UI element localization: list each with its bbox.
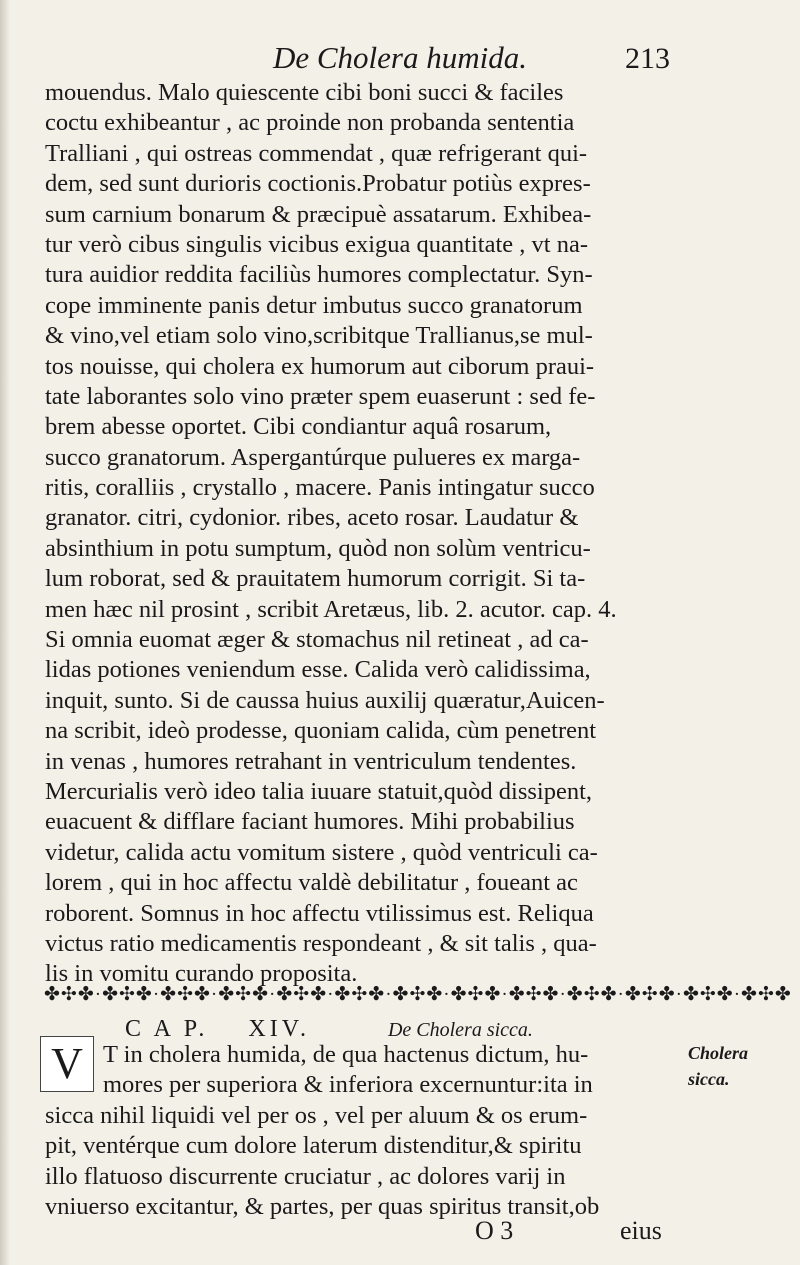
- text-line: tura auidior reddita faciliùs humores complectatur. Syn-: [45, 261, 593, 289]
- text-line: tos nouisse, qui cholera ex humorum aut ciborum praui-: [45, 352, 595, 380]
- text-line: Tralliani , qui ostreas commendat , quæ refrigerant qui-: [45, 139, 588, 167]
- page-number: 213: [625, 42, 670, 75]
- signature-mark: O 3: [475, 1216, 514, 1245]
- chapter-label: C A P.: [125, 1016, 209, 1042]
- text-line: roborent. Somnus in hoc affectu vtilissimus est. Reliqua: [45, 899, 594, 927]
- text-line: illo flatuoso discurrente cruciatur , ac dolores varij in: [45, 1162, 566, 1190]
- page-gutter-shadow: [0, 0, 10, 1265]
- text-line: lis in vomitu curando proposita.: [45, 960, 358, 988]
- text-line: cope imminente panis detur imbutus succo granatorum: [45, 291, 583, 319]
- text-line: vniuerso excitantur, & partes, per quas spiritus transit,ob: [45, 1192, 600, 1220]
- text-line: ritis, coralliis , crystallo , macere. Panis intingatur succo: [45, 474, 595, 502]
- text-line: euacuent & difflare faciant humores. Mihi probabilius: [45, 808, 575, 836]
- text-line: & vino,vel etiam solo vino,scribitque Trallianus,se mul-: [45, 322, 593, 350]
- text-line: absinthium in potu sumptum, quòd non solùm ventricu-: [45, 534, 591, 562]
- chapter-subtitle: De Cholera sicca.: [387, 1019, 533, 1041]
- text-line: granator. citri, cydonior. ribes, aceto rosar. Laudatur &: [45, 504, 579, 532]
- text-line: T in cholera humida, de qua hactenus dictum, hu-: [103, 1041, 589, 1068]
- text-line: tur verò cibus singulis vicibus exigua quantitate , vt na-: [45, 230, 588, 258]
- text-line: mouendus. Malo quiescente cibi boni succi & faciles: [45, 79, 564, 106]
- text-line: Mercurialis verò ideo talia iuuare statuit,quòd dissipent,: [45, 777, 593, 805]
- chapter-heading: [125, 1016, 533, 1043]
- text-line: mores per superiora & inferiora excernuntur:ita in: [103, 1071, 593, 1099]
- text-line: coctu exhibeantur , ac proinde non probanda sententia: [45, 109, 575, 137]
- text-line: succo granatorum. Aspergantúrque pulueres ex marga-: [45, 443, 581, 471]
- text-line: lidas potiones veniendum esse. Calida verò calidissima,: [45, 656, 591, 684]
- text-line: brem abesse oportet. Cibi condiantur aquâ rosarum,: [45, 413, 552, 441]
- text-line: tate laborantes solo vino præter spem euaserunt : sed fe-: [45, 382, 596, 410]
- text-line: in venas , humores retrahant in ventriculum tendentes.: [45, 747, 577, 775]
- margin-note: [688, 1040, 748, 1092]
- text-line: victus ratio medicamentis respondeant , & sit talis , qua-: [45, 929, 597, 957]
- text-line: inquit, sunto. Si de caussa huius auxilij quæratur,Auicen-: [45, 686, 605, 714]
- running-header-title: De Cholera humida.: [272, 40, 527, 75]
- chapter-text-block: [45, 1040, 670, 1222]
- ornamental-rule: ✤✣✤·✤✣✤·✤✣✤·✤✣✤·✤✣✤·✤✣✤·✤✣✤·✤✣✤·✤✣✤·✤✣✤·✤✣✤·✤✣✤·✤✣✤: [44, 984, 792, 1005]
- text-line: lorem , qui in hoc affectu valdè debilitatur , foueant ac: [45, 869, 578, 897]
- text-line: Si omnia euomat æger & stomachus nil retineat , ad ca-: [45, 626, 589, 654]
- text-line: videtur, calida actu vomitum sistere , quòd ventriculi ca-: [45, 838, 598, 866]
- margin-note-line: sicca.: [688, 1069, 730, 1089]
- text-line: lum roborat, sed & prauitatem humorum corrigit. Si ta-: [45, 565, 586, 593]
- text-line: pit, ventérque cum dolore laterum distenditur,& spiritu: [45, 1132, 582, 1160]
- decorated-initial: V: [40, 1036, 94, 1092]
- main-text-block: [45, 78, 670, 990]
- text-line: na scribit, ideò prodesse, quoniam calida, cùm penetrent: [45, 717, 597, 745]
- catchword: eius: [620, 1216, 662, 1245]
- chapter-number: XIV.: [248, 1016, 310, 1042]
- text-line: sicca nihil liquidi vel per os , vel per aluum & os erum-: [45, 1101, 588, 1129]
- text-line: sum carnium bonarum & præcipuè assatarum. Exhibea-: [45, 200, 592, 228]
- text-line: men hæc nil prosint , scribit Aretæus, lib. 2. acutor. cap. 4.: [45, 595, 617, 623]
- margin-note-line: Cholera: [688, 1043, 749, 1063]
- text-line: dem, sed sunt durioris coctionis.Probatur potiùs expres-: [45, 170, 591, 198]
